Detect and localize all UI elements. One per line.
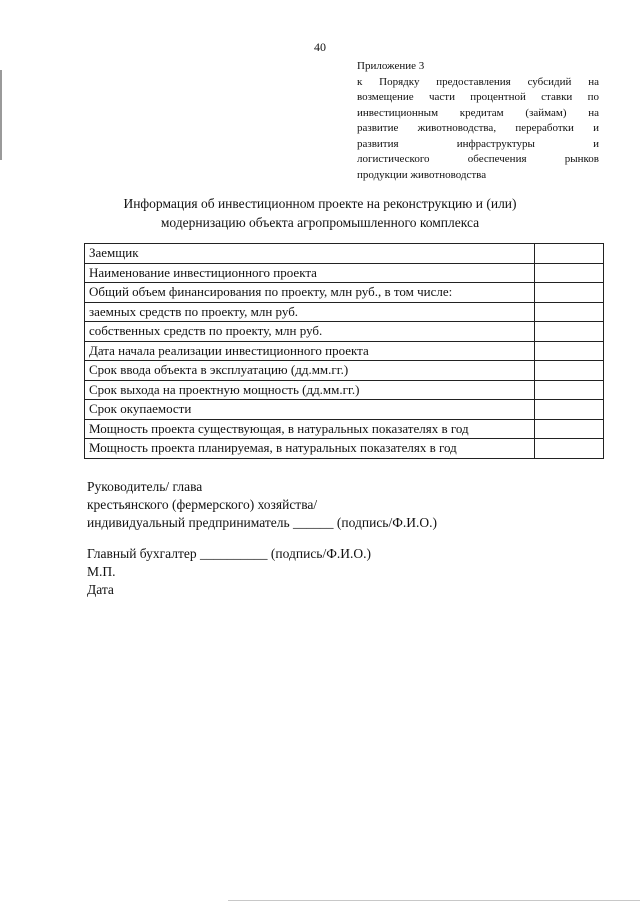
appendix-line: логистического обеспечения рынков xyxy=(357,153,599,165)
table-row xyxy=(85,361,604,381)
accountant-signature-line: Главный бухгалтер __________ (подпись/Ф.И.О.) xyxy=(87,546,372,561)
project-info-table-body xyxy=(85,244,604,459)
scan-bottom-line xyxy=(228,900,640,901)
table-row-label: Срок выхода на проектную мощность (дд.мм.гг.) xyxy=(85,380,535,400)
project-info-table xyxy=(84,243,604,459)
table-row-value xyxy=(534,244,603,264)
appendix-line: продукции животноводства xyxy=(357,168,487,181)
table-row-value xyxy=(534,439,603,459)
date-label: Дата xyxy=(87,582,114,597)
table-row-label: Мощность проекта существующая, в натуральных показателях в год xyxy=(85,419,535,439)
document-title-line: модернизацию объекта агропромышленного комплекса xyxy=(160,215,480,230)
head-title-line: Руководитель/ глава xyxy=(87,479,203,494)
table-row xyxy=(85,263,604,283)
document-title-line: Информация об инвестиционном проекте на реконструкцию и (или) xyxy=(123,196,517,211)
table-row-label: Наименование инвестиционного проекта xyxy=(85,263,535,283)
appendix-line: развитие животноводства, переработки и xyxy=(357,122,599,134)
page-number: 40 xyxy=(314,40,326,54)
appendix-line: развития инфраструктуры и xyxy=(357,137,599,150)
document-title xyxy=(80,194,560,232)
table-row-value xyxy=(534,400,603,420)
table-row-value xyxy=(534,263,603,283)
table-row-value xyxy=(534,302,603,322)
head-title-line: крестьянского (фермерского) хозяйства/ xyxy=(87,497,318,512)
scan-edge-mark xyxy=(0,70,2,160)
head-signature-block xyxy=(87,478,437,532)
table-row-label: Общий объем финансирования по проекту, млн руб., в том числе: xyxy=(85,283,535,303)
table-row-label: Дата начала реализации инвестиционного проекта xyxy=(85,341,535,361)
table-row xyxy=(85,439,604,459)
table-row-value xyxy=(534,361,603,381)
head-signature-line: индивидуальный предприниматель ______ (подпись/Ф.И.О.) xyxy=(87,515,437,530)
table-row-label: Мощность проекта планируемая, в натуральных показателях в год xyxy=(85,439,535,459)
table-row xyxy=(85,400,604,420)
table-row-label: Срок ввода объекта в эксплуатацию (дд.мм.гг.) xyxy=(85,361,535,381)
table-row xyxy=(85,341,604,361)
table-row-label: Срок окупаемости xyxy=(85,400,535,420)
appendix-line: к Порядку предоставления субсидий на xyxy=(357,75,599,88)
table-row xyxy=(85,283,604,303)
table-row xyxy=(85,419,604,439)
table-row xyxy=(85,322,604,342)
appendix-line: возмещение части процентной ставки по xyxy=(357,91,599,103)
appendix-line: инвестиционным кредитам (займам) на xyxy=(357,106,599,119)
table-row xyxy=(85,244,604,264)
table-row-value xyxy=(534,322,603,342)
table-row-value xyxy=(534,283,603,303)
table-row-label: заемных средств по проекту, млн руб. xyxy=(85,302,535,322)
table-row-value xyxy=(534,380,603,400)
stamp-label: М.П. xyxy=(87,564,116,579)
table-row-value xyxy=(534,341,603,361)
table-row-label: Заемщик xyxy=(85,244,535,264)
table-row-label: собственных средств по проекту, млн руб. xyxy=(85,322,535,342)
accountant-signature-block xyxy=(87,545,371,599)
table-row xyxy=(85,380,604,400)
appendix-header xyxy=(357,59,599,183)
table-row-value xyxy=(534,419,603,439)
table-row xyxy=(85,302,604,322)
appendix-title: Приложение 3 xyxy=(357,60,425,72)
